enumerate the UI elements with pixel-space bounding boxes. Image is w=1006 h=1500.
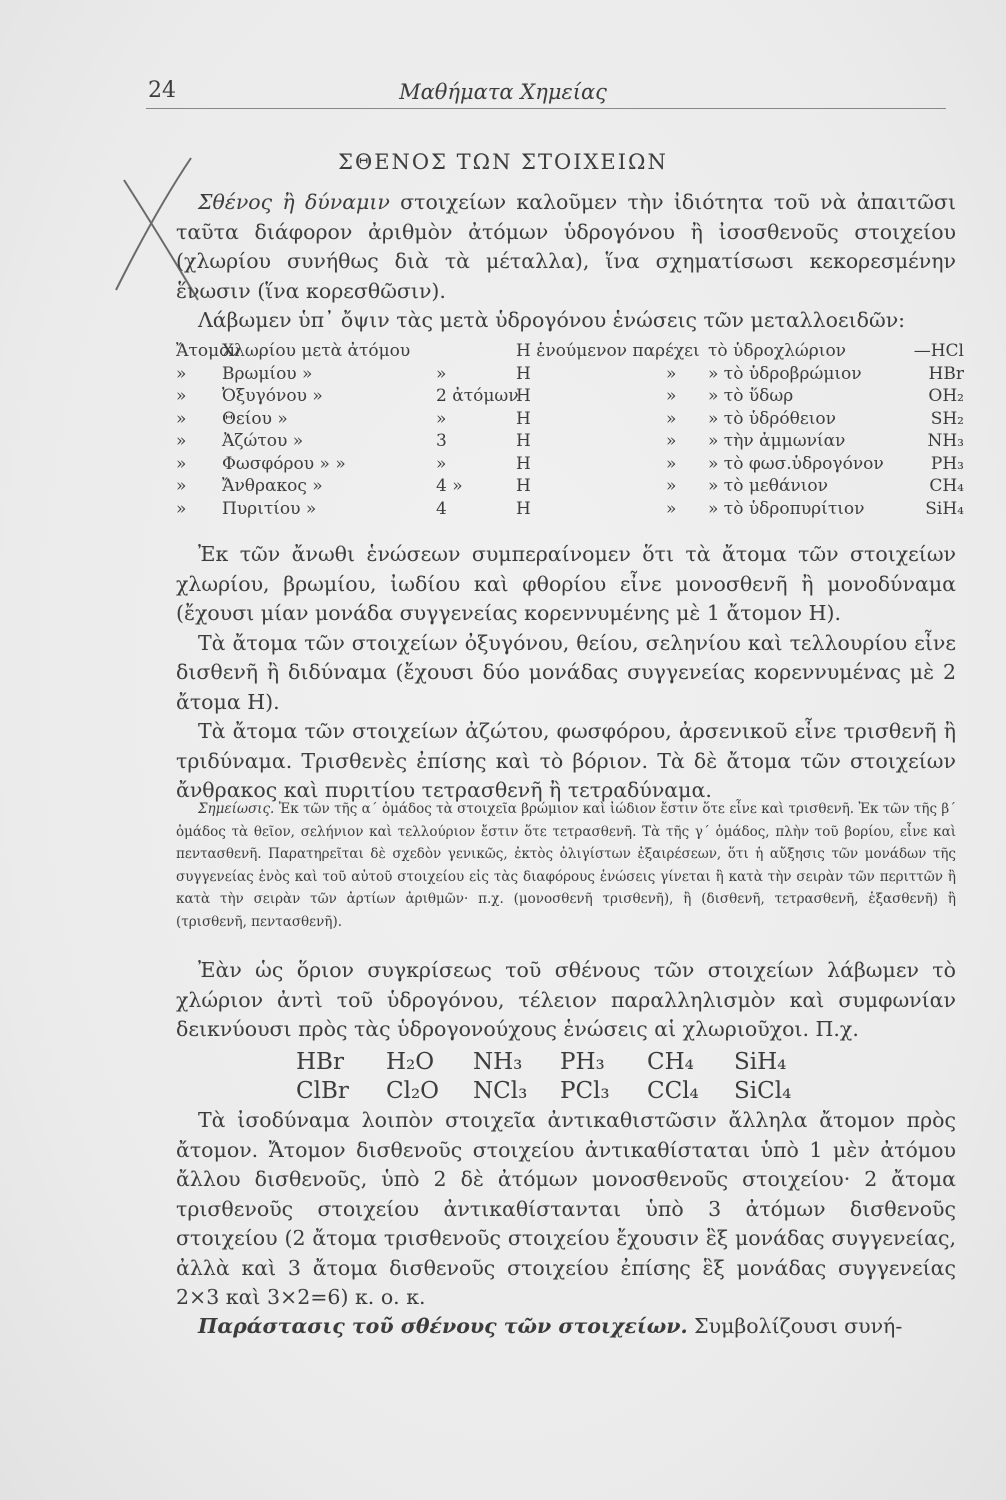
representation-text: Συμβολίζουσι συνή- [687,1314,903,1338]
conclusions [176,540,956,806]
section-title: ΣΘΕΝΟΣ ΤΩΝ ΣΤΟΙΧΕΙΩΝ [338,150,668,174]
table-cell-c5: » [666,476,677,496]
table-cell-c5: » [666,453,677,474]
table-cell-c7: NH₃ [927,431,964,451]
table-cell-c5: » [666,431,677,451]
table-cell-c5: » [666,363,677,384]
intro-paragraph [176,188,956,336]
formula: SiH₄ [734,1049,787,1075]
running-title: Μαθήματα Χημείας [399,80,607,104]
table-cell-c4: Η [516,386,531,406]
table-cell-c1: » [176,476,187,496]
table-cell-c7: OH₂ [928,386,964,406]
formula: NH₃ [473,1049,523,1075]
table-row [176,385,966,408]
intro-lead: Λάβωμεν ὑπ᾽ ὄψιν τὰς μετὰ ὑδρογόνου ἑνώσεις τῶν μεταλλοειδῶν: [198,308,906,332]
table-row [176,363,966,386]
table-cell-c6: » τὸ ὑδροπυρίτιον [708,498,865,519]
chloride-formula-row [296,1077,821,1106]
table-cell-c2: Ὀξυγόνου » [222,386,323,406]
table-row [176,498,966,521]
table-cell-c1: » [176,386,187,406]
representation [176,1312,956,1342]
formula: NCl₃ [473,1078,528,1104]
table-cell-c4: Η ἑνούμενον παρέχει [516,341,700,361]
table-cell-c3: » [436,363,447,384]
table-cell-c4: Η [516,476,531,496]
table-cell-c3: 4 [436,498,447,519]
table-cell-c2: Θείου » [222,408,288,429]
table-cell-c6: » τὸ ὑδρόθειον [708,408,836,429]
paragraph-divalent: Τὰ ἄτομα τῶν στοιχείων ὀξυγόνου, θείου, σεληνίου καὶ τελλουρίου εἶνε δισθενῆ ἢ διδύναμα (ἔχουσι δύο μονάδας συγγενείας κορεννυμένας μὲ 2 ἄτομα Η). [176,630,956,714]
header-rule [146,108,946,109]
table-cell-c7: CH₄ [929,476,964,496]
table-row [176,430,966,453]
paragraph-trivalent: Τὰ ἄτομα τῶν στοιχείων ἀζώτου, φωσφόρου, ἀρσενικοῦ εἶνε τρισθενῆ ἢ τριδύναμα. Τρισθενὲς ἐπίσης καὶ τὸ βόριον. Τὰ δὲ ἄτομα τῶν στοιχείων ἄνθρακος καὶ πυριτίου τετρασθενῆ ἢ τετραδύναμα. [176,719,956,802]
paragraph-monovalent: Ἐκ τῶν ἄνωθι ἑνώσεων συμπεραίνομεν ὅτι τὰ ἄτομα τῶν στοιχείων χλωρίου, βρωμίου, ἰωδίου καὶ φθορίου εἶνε μονοσθενῆ ἢ μονοδύναμα (ἔχουσι μίαν μονάδα συγγενείας κορεννυμένης μὲ 1 ἄτομον Η). [176,542,956,625]
table-cell-c3: » [436,408,447,429]
table-cell-c7: SH₂ [930,408,964,429]
page-number: 24 [148,78,176,103]
table-cell-c7: PH₃ [930,453,964,474]
table-cell-c3: 3 [436,431,447,451]
formula-comparison [296,1048,821,1106]
formula: Cl₂O [386,1078,440,1104]
equivalence [176,1106,956,1313]
table-cell-c7: HBr [928,363,964,384]
note-label: Σημείωσις. [198,801,275,817]
note-text: Ἐκ τῶν τῆς α΄ ὁμάδος τὰ στοιχεῖα βρώμιον καὶ ἰώδιον ἔστιν ὅτε εἶνε καὶ τρισθενῆ. Ἐκ τῶν τῆς β΄ ὁμάδος τὰ θεῖον, σελήνιον καὶ τελλούριον ἔστιν ὅτε τετρασθενῆ. Τὰ τῆς γ΄ ὁμάδος, πλὴν τοῦ βορίου, εἶνε καὶ πεντασθενῆ. Παρατηρεῖται δὲ σχεδὸν γενικῶς, ἐκτὸς ὀλιγίστων ἐξαιρέσεων, ὅτι ἡ αὔξησις τῶν μονάδων τῆς συγγενείας ἑνὸς καὶ τοῦ αὐτοῦ στοιχείου εἰς τὰς διαφόρους ἑνώσεις γίνεται ἢ κατὰ τὴν σειρὰν τῶν περιττῶν ἢ κατὰ τὴν σειρὰν τῶν ἀρτίων ἀριθμῶν· π.χ. (μονοσθενῆ τρισθενῆ), ἢ (δισθενῆ, τετρασθενῆ, ἑξασθενῆ) ἢ (τρισθενῆ, πεντασθενῆ). [176,801,956,930]
table-cell-c2: Ἄνθρακος » [222,476,323,496]
table-cell-c2: Ἀζώτου » [222,431,304,451]
table-row [176,340,966,363]
table-cell-c3: 2 ἀτόμων [436,386,519,406]
table-cell-c6: » τὸ φωσ.ὑδρογόνον [708,453,884,474]
hydride-formula-row [296,1048,821,1077]
table-cell-c2: Χλωρίου μετὰ ἀτόμου [222,341,411,361]
table-row [176,475,966,498]
table-row [176,453,966,476]
formula: CCl₄ [647,1078,699,1104]
table-cell-c1: » [176,498,187,519]
formula: H₂O [386,1049,435,1075]
formula: PCl₃ [560,1078,610,1104]
table-cell-c3: » [436,453,447,474]
term-valence: Σθένος ἢ δύναμιν [198,190,390,214]
formula: ClBr [296,1078,349,1104]
table-cell-c4: Η [516,453,531,474]
table-cell-c1: » [176,363,187,384]
table-cell-c5: » [666,498,677,519]
table-cell-c5: » [666,386,677,406]
table-cell-c2: Πυριτίου » [222,498,317,519]
table-cell-c1: » [176,431,187,451]
intro-text: στοιχείων καλοῦμεν τὴν ἰδιότητα τοῦ νὰ ἀπαιτῶσι ταῦτα διάφορον ἀριθμὸν ἀτόμων ὑδρογόνου ἢ ἰσοσθενοῦς στοιχείου (χλωρίου συνήθως διὰ τὰ μέταλλα), ἵνα σχηματίσωσι κεκορεσμένην ἕνωσιν (ἵνα κορεσθῶσιν). [176,190,957,303]
formula: PH₃ [560,1049,605,1075]
table-row [176,408,966,431]
table-cell-c1: Ἄτομον [176,341,240,361]
table-cell-c3: 4 » [436,476,463,496]
table-cell-c6: » τὸ ὑδροβρώμιον [708,363,862,384]
table-cell-c6: τὸ ὑδροχλώριον [708,341,847,361]
table-cell-c4: Η [516,408,531,429]
paragraph-equivalence: Τὰ ἰσοδύναμα λοιπὸν στοιχεῖα ἀντικαθιστῶσιν ἄλληλα ἄτομον πρὸς ἄτομον. Ἄτομον δισθενοῦς στοιχείου ἀντικαθίσταται ὑπὸ 1 μὲν ἀτόμου ἄλλου δισθενοῦς, ὑπὸ 2 δὲ ἀτόμων μονοσθενοῦς στοιχείου· 2 ἄτομα τρισθενοῦς στοιχείου ἀντικαθίστανται ὑπὸ 3 ἀτόμων δισθενοῦς στοιχείου (2 ἄτομα τρισθενοῦς στοιχείου ἔχουσιν ἓξ μονάδας συγγενείας, ἀλλὰ καὶ 3 ἄτομα δισθενοῦς στοιχείου ἐπίσης ἓξ μονάδας συγγενείας 2×3 καὶ 3×2=6) κ. ο. κ. [176,1108,956,1309]
formula: HBr [296,1049,344,1075]
table-cell-c1: » [176,408,187,429]
table-cell-c6: » τὸ ὕδωρ [708,386,794,406]
table-cell-c4: Η [516,363,531,384]
table-cell-c7: —HCl [913,341,964,361]
table-cell-c2: Φωσφόρου » » [222,453,346,474]
table-cell-c7: SiH₄ [925,498,964,519]
paragraph-chlorine: Ἐὰν ὡς ὅριον συγκρίσεως τοῦ σθένους τῶν στοιχείων λάβωμεν τὸ χλώριον ἀντὶ τοῦ ὑδρογόνου, τέλειον παραλληλισμὸν καὶ συμφωνίαν δεικνύουσι πρὸς τὰς ὑδρογονούχους ἑνώσεις αἱ χλωριοῦχοι. Π.χ. [176,958,956,1041]
hydride-table [176,340,966,520]
chlorine-comparison [176,956,956,1045]
table-cell-c6: » τὸ μεθάνιον [708,476,828,496]
formula: SiCl₄ [734,1078,792,1104]
table-cell-c6: » τὴν ἀμμωνίαν [708,431,846,451]
representation-heading: Παράστασις τοῦ σθένους τῶν στοιχείων. [198,1314,688,1338]
table-cell-c4: Η [516,431,531,451]
table-cell-c2: Βρωμίου » [222,363,313,384]
table-cell-c4: Η [516,498,531,519]
footnote [176,798,956,933]
table-cell-c1: » [176,453,187,474]
formula: CH₄ [647,1049,694,1075]
table-cell-c5: » [666,408,677,429]
